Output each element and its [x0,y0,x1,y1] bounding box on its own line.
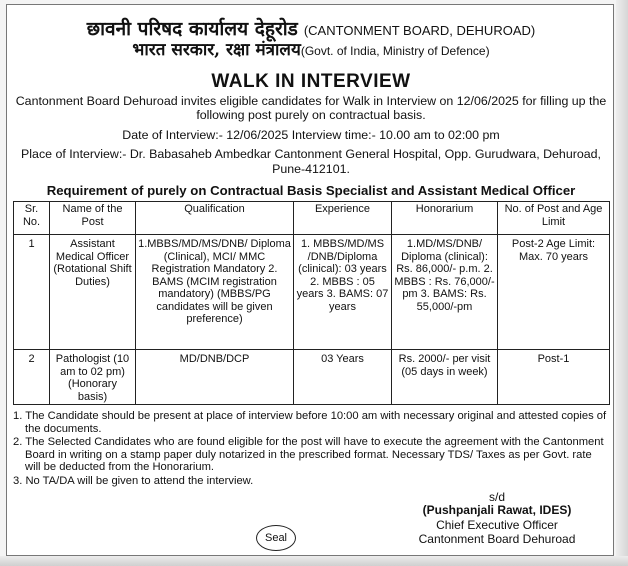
cell-sr-no: 2 [14,350,50,405]
seal-stamp: Seal [256,525,296,551]
notes-list [13,410,609,489]
column-header-sr-no: Sr. No. [14,202,50,235]
cell-post-name: Assistant Medical Officer (Rotational Shift Duties) [50,235,136,350]
column-header-post-name: Name of the Post [50,202,136,235]
signatory-name: (Pushpanjali Rawat, IDES) [422,503,572,517]
table-header-row [14,202,610,235]
signatory-designation-block [387,518,607,546]
cell-honorarium: 1.MD/MS/DNB/ Diploma (clinical): Rs. 86,000/- p.m. 2. MBBS : Rs. 76,000/-pm 3. BAMS: Rs. 55,000/-pm [392,235,498,350]
interview-date-line: Date of Interview:- 12/06/2025 Interview time:- 10.00 am to 02:00 pm [122,128,500,142]
signature-sd: s/d [489,490,506,504]
page-title: WALK IN INTERVIEW [211,71,411,92]
column-header-posts-age-limit: No. of Post and Age Limit [498,202,610,235]
page-edge-shadow-right [616,0,628,566]
header-hindi-ministry: भारत सरकार, रक्षा मंत्रालय [132,40,301,60]
cell-sr-no: 1 [14,235,50,350]
cell-experience: 1. MBBS/MD/MS /DNB/Diploma (clinical): 03 years 2. MBBS : 05 years 3. BAMS: 07 years [294,235,392,350]
table-row [14,350,610,405]
cell-qualification: MD/DNB/DCP [136,350,294,405]
requirement-heading: Requirement of purely on Contractual Basis Specialist and Assistant Medical Officer [46,183,576,198]
cell-honorarium: Rs. 2000/- per visit (05 days in week) [392,350,498,405]
column-header-qualification: Qualification [136,202,294,235]
page-edge-shadow-bottom [0,556,628,566]
cell-posts-age-limit: Post-2 Age Limit: Max. 70 years [498,235,610,350]
table-row [14,235,610,350]
header-english-office: (CANTONMENT BOARD, DEHUROAD) [303,23,536,38]
cell-post-name: Pathologist (10 am to 02 pm) (Honorary basis) [50,350,136,405]
advertisement-sheet [6,4,614,556]
signatory-designation: Chief Executive Officer [436,518,558,532]
cell-qualification: 1.MBBS/MD/MS/DNB/ Diploma (Clinical), MCI/ MMC Registration Mandatory 2. BAMS (MCIM registration mandatory) (MBBS/PG candidates will be given preference) [136,235,294,350]
header-english-ministry: (Govt. of India, Ministry of Defence) [300,44,490,58]
posts-table [13,201,610,405]
note-item: 2. The Selected Candidates who are found eligible for the post will have to execute the agreement with the Cantonment Board in writing on a stamp paper duly notarized in the prescribed format. Necessary TDS/ Taxes as per Govt. rate will be deducted from the Honorarium. [13,436,604,474]
intro-paragraph: Cantonment Board Dehuroad invites eligible candidates for Walk in Interview on 12/06/2025 for filling up the following post purely on contractual basis. [15,94,607,122]
header-hindi-office: छावनी परिषद कार्यालय देहूरोड [86,18,298,40]
note-item: 3. No TA/DA will be given to attend the interview. [13,474,254,487]
cell-posts-age-limit: Post-1 [498,350,610,405]
cell-experience: 03 Years [294,350,392,405]
note-item: 1. The Candidate should be present at place of interview before 10:00 am with necessary original and attested copies of the documents. [13,410,607,435]
column-header-honorarium: Honorarium [392,202,498,235]
signatory-office: Cantonment Board Dehuroad [418,532,576,546]
interview-place-line: Place of Interview:- Dr. Babasaheb Ambedkar Cantonment General Hospital, Opp. Gurudwara, Dehuroad, Pune-412101. [21,147,601,176]
header-line-2 [7,37,615,60]
column-header-experience: Experience [294,202,392,235]
